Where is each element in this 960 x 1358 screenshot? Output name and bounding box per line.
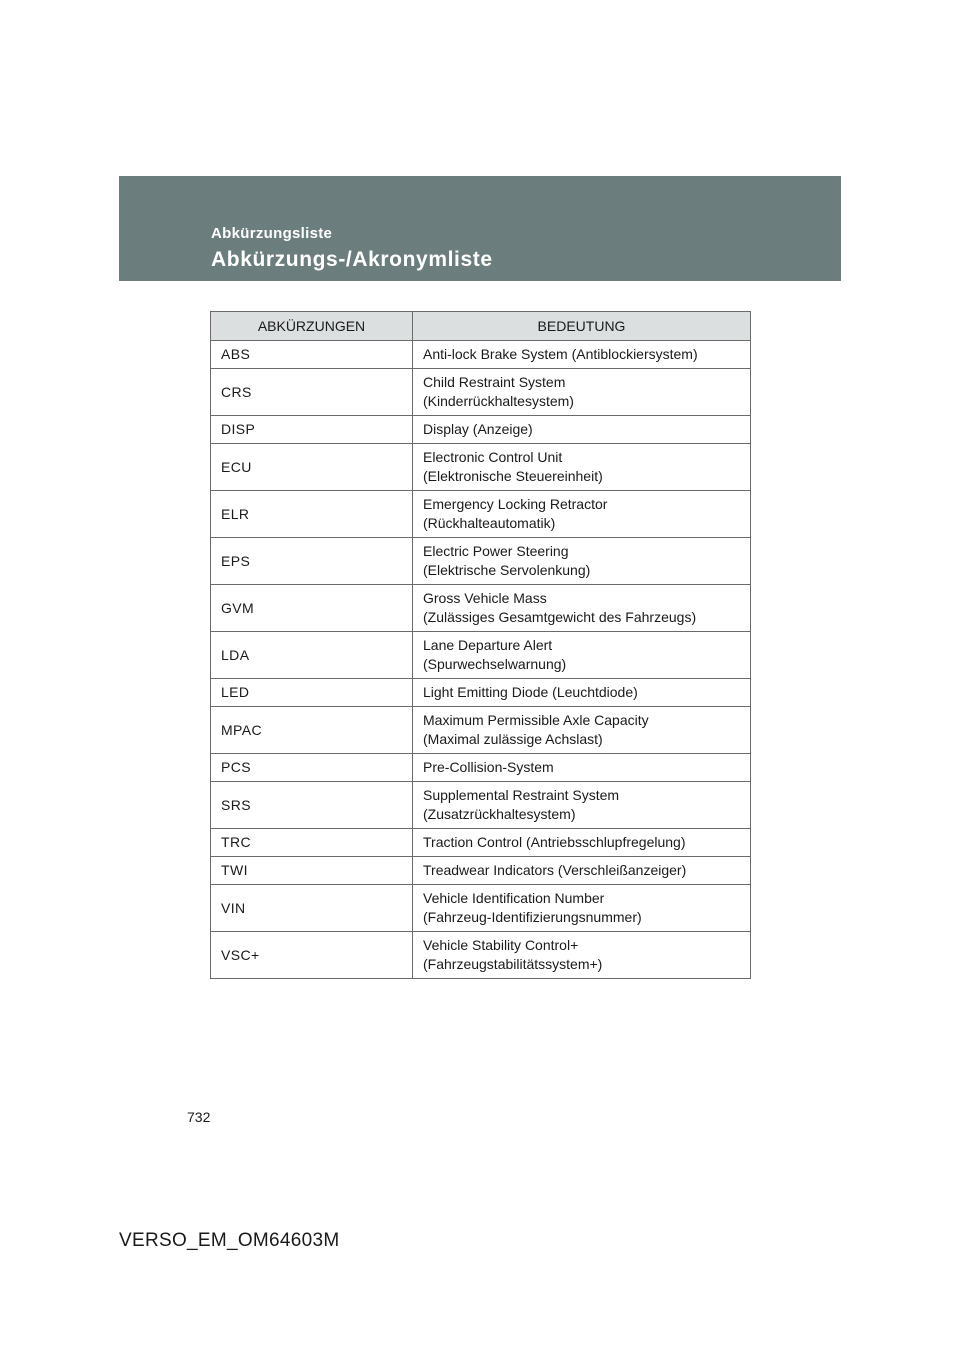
abbreviation-table xyxy=(210,311,751,979)
meaning-line: (Maximal zulässige Achslast) xyxy=(423,731,603,747)
abbreviation-cell: TWI xyxy=(211,857,413,885)
table-row xyxy=(211,491,751,538)
meaning-line: Light Emitting Diode (Leuchtdiode) xyxy=(423,684,638,700)
abbreviation-cell: ABS xyxy=(211,341,413,369)
meaning-cell xyxy=(413,829,751,857)
abbreviation-cell: DISP xyxy=(211,416,413,444)
meaning-line: (Kinderrückhaltesystem) xyxy=(423,393,574,409)
table-row xyxy=(211,341,751,369)
meaning-line: Electric Power Steering xyxy=(423,543,569,559)
page-number: 732 xyxy=(187,1109,211,1125)
document-code: VERSO_EM_OM64603M xyxy=(119,1230,340,1251)
table-row xyxy=(211,857,751,885)
meaning-line: Traction Control (Antriebsschlupfregelung) xyxy=(423,834,686,850)
meaning-line: Anti-lock Brake System (Antiblockiersystem) xyxy=(423,346,698,362)
section-header-band xyxy=(119,176,841,281)
abbreviation-cell: TRC xyxy=(211,829,413,857)
table-row xyxy=(211,829,751,857)
meaning-line: Supplemental Restraint System xyxy=(423,787,620,803)
meaning-line: (Zulässiges Gesamtgewicht des Fahrzeugs) xyxy=(423,609,697,625)
abbreviation-cell: SRS xyxy=(211,782,413,829)
abbreviation-cell: ELR xyxy=(211,491,413,538)
meaning-line: Gross Vehicle Mass xyxy=(423,590,547,606)
abbreviation-cell: VSC+ xyxy=(211,932,413,979)
meaning-cell xyxy=(413,444,751,491)
abbreviation-cell: EPS xyxy=(211,538,413,585)
column-header-abbreviations: ABKÜRZUNGEN xyxy=(211,312,413,341)
table-row xyxy=(211,932,751,979)
table-row xyxy=(211,754,751,782)
meaning-cell xyxy=(413,632,751,679)
meaning-cell xyxy=(413,754,751,782)
meaning-cell xyxy=(413,491,751,538)
meaning-cell xyxy=(413,857,751,885)
meaning-cell xyxy=(413,369,751,416)
abbreviation-cell: VIN xyxy=(211,885,413,932)
meaning-line: Vehicle Identification Number xyxy=(423,890,605,906)
table-row xyxy=(211,782,751,829)
meaning-line: (Rückhalteautomatik) xyxy=(423,515,556,531)
table-row xyxy=(211,885,751,932)
meaning-line: Maximum Permissible Axle Capacity xyxy=(423,712,649,728)
meaning-cell xyxy=(413,707,751,754)
table-row xyxy=(211,707,751,754)
table-row xyxy=(211,416,751,444)
meaning-line: (Spurwechselwarnung) xyxy=(423,656,567,672)
meaning-cell xyxy=(413,341,751,369)
meaning-cell xyxy=(413,932,751,979)
abbreviation-cell: MPAC xyxy=(211,707,413,754)
meaning-line: Lane Departure Alert xyxy=(423,637,553,653)
abbreviation-cell: GVM xyxy=(211,585,413,632)
meaning-cell xyxy=(413,416,751,444)
meaning-cell xyxy=(413,585,751,632)
meaning-line: Electronic Control Unit xyxy=(423,449,563,465)
table-header-row xyxy=(211,312,751,341)
table-row xyxy=(211,369,751,416)
table-row xyxy=(211,679,751,707)
abbreviation-cell: CRS xyxy=(211,369,413,416)
meaning-cell xyxy=(413,885,751,932)
table-row xyxy=(211,444,751,491)
abbreviation-cell: ECU xyxy=(211,444,413,491)
meaning-line: (Fahrzeug-Identifizierungsnummer) xyxy=(423,909,642,925)
table-row xyxy=(211,538,751,585)
meaning-line: (Zusatzrückhaltesystem) xyxy=(423,806,576,822)
column-header-meaning: BEDEUTUNG xyxy=(413,312,751,341)
meaning-line: (Elektrische Servolenkung) xyxy=(423,562,591,578)
meaning-line: Display (Anzeige) xyxy=(423,421,533,437)
meaning-line: (Elektronische Steuereinheit) xyxy=(423,468,603,484)
abbreviation-cell: PCS xyxy=(211,754,413,782)
meaning-line: Pre-Collision-System xyxy=(423,759,554,775)
page-title: Abkürzungs-/Akronymliste xyxy=(211,248,493,271)
abbreviation-cell: LDA xyxy=(211,632,413,679)
abbreviation-cell: LED xyxy=(211,679,413,707)
table-row xyxy=(211,632,751,679)
meaning-cell xyxy=(413,679,751,707)
meaning-line: Vehicle Stability Control+ xyxy=(423,937,579,953)
meaning-line: Emergency Locking Retractor xyxy=(423,496,608,512)
meaning-cell xyxy=(413,782,751,829)
table-row xyxy=(211,585,751,632)
meaning-line: Treadwear Indicators (Verschleißanzeiger) xyxy=(423,862,687,878)
meaning-line: Child Restraint System xyxy=(423,374,566,390)
table-body xyxy=(211,341,751,979)
section-label: Abkürzungsliste xyxy=(211,225,333,242)
meaning-line: (Fahrzeugstabilitätssystem+) xyxy=(423,956,603,972)
meaning-cell xyxy=(413,538,751,585)
